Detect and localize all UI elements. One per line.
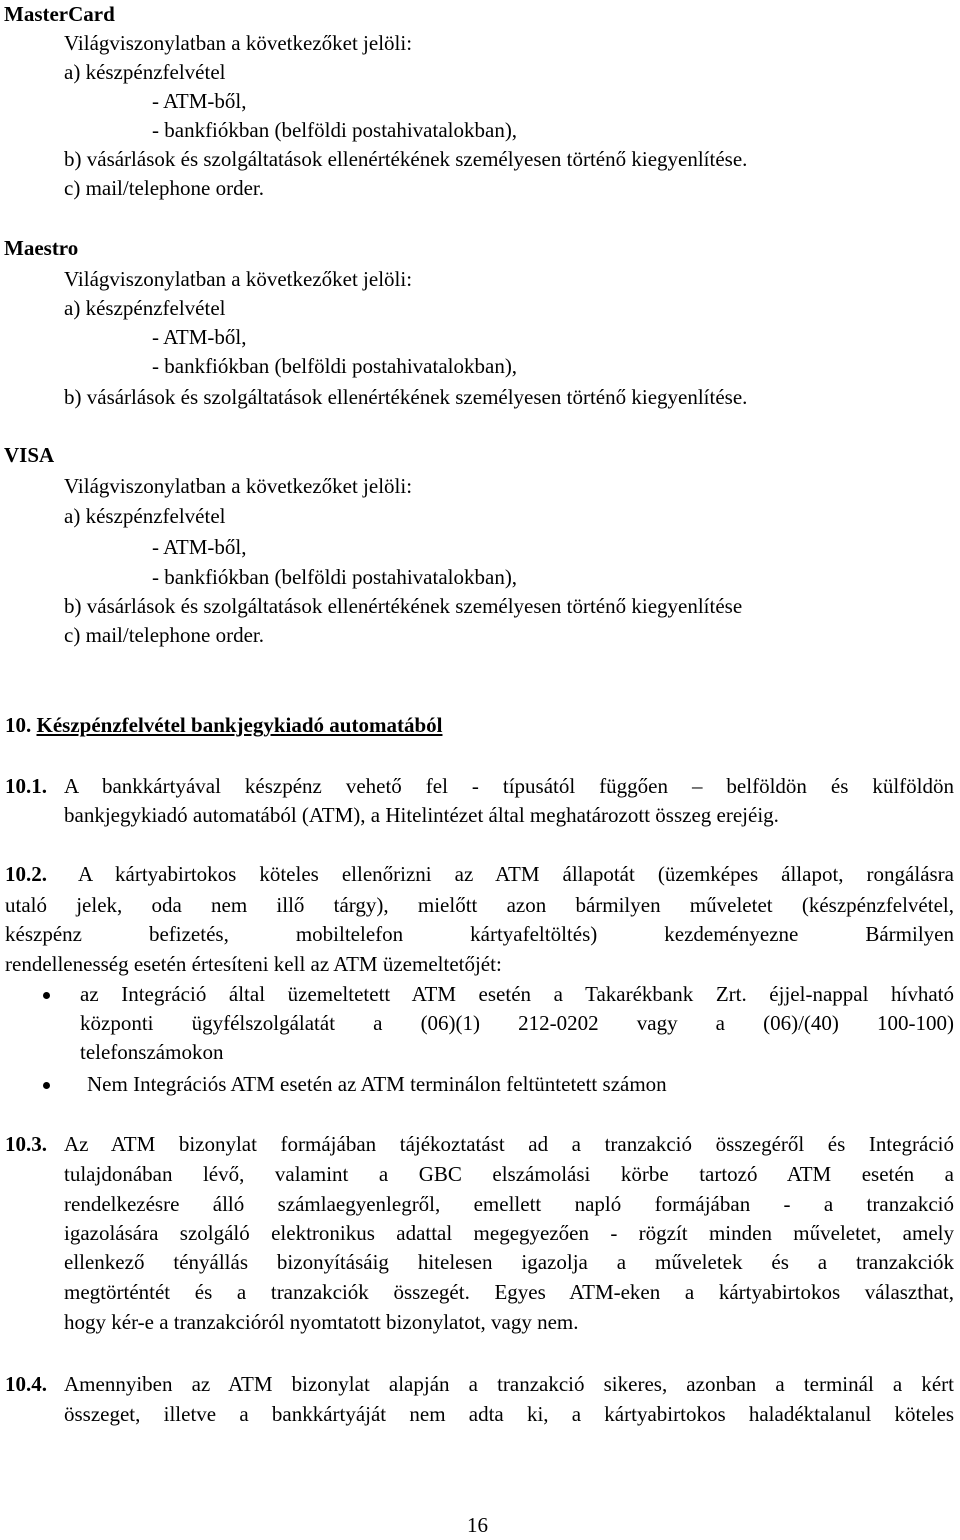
card-intro: Világviszonylatban a következőket jelöli: — [64, 267, 413, 291]
paragraph-line: Amennyiben az ATM bizonylat alapján a tranzakció sikeres, azonban a terminál a kért — [64, 1372, 954, 1396]
paragraph-number: 10.3. — [5, 1132, 47, 1156]
paragraph-line: készpénz befizetés, mobiltelefon kártyafeltöltés) kezdeményezne Bármilyen — [5, 922, 954, 946]
list-item-line: központi ügyfélszolgálatát a (06)(1) 212-0202 vagy a (06)/(40) 100-100) — [80, 1011, 954, 1035]
bullet-icon — [43, 992, 50, 999]
card-item-a2: - bankfiókban (belföldi postahivatalokban), — [152, 565, 518, 589]
paragraph-line: összeget, illetve a bankkártyáját nem adta ki, a kártyabirtokos haladéktalanul köteles — [64, 1402, 954, 1426]
card-name-visa: VISA — [4, 443, 55, 467]
page-number: 16 — [467, 1513, 488, 1537]
paragraph-line: tulajdonában lévő, valamint a GBC elszámolási körbe tartozó ATM esetén a — [64, 1162, 954, 1186]
bullet-icon — [43, 1082, 50, 1089]
paragraph-line: utaló jelek, oda nem illő tárgy), mielőtt azon bármilyen műveletet (készpénzfelvétel, — [5, 893, 954, 917]
section-title: Készpénzfelvétel bankjegykiadó automatából — [36, 713, 443, 737]
card-item-c: c) mail/telephone order. — [64, 623, 265, 647]
paragraph-line: rendellenesség esetén értesíteni kell az ATM üzemeltetőjét: — [5, 952, 502, 976]
card-item-a2: - bankfiókban (belföldi postahivatalokban), — [152, 354, 518, 378]
list-item-line: Nem Integrációs ATM esetén az ATM terminálon feltüntetett számon — [87, 1072, 667, 1096]
card-item-a1: - ATM-ből, — [152, 325, 247, 349]
card-item-a: a) készpénzfelvétel — [64, 504, 226, 528]
card-name-mastercard: MasterCard — [4, 2, 115, 26]
section-heading — [5, 711, 442, 740]
card-item-a: a) készpénzfelvétel — [64, 296, 226, 320]
paragraph-line: igazolására szolgáló elektronikus adattal megegyezően - rögzít minden műveletet, amely — [64, 1221, 954, 1245]
card-item-a1: - ATM-ből, — [152, 535, 247, 559]
card-item-a2: - bankfiókban (belföldi postahivatalokban), — [152, 118, 518, 142]
paragraph-number: 10.4. — [5, 1372, 47, 1396]
paragraph-line: A kártyabirtokos köteles ellenőrizni az ATM állapotát (üzemképes állapot, rongálásra — [78, 862, 954, 886]
paragraph-line: hogy kér-e a tranzakcióról nyomtatott bizonylatot, vagy nem. — [64, 1310, 579, 1334]
card-item-a1: - ATM-ből, — [152, 89, 247, 113]
paragraph-line: A bankkártyával készpénz vehető fel - típusától függően – belföldön és külföldön — [64, 774, 954, 798]
card-item-b: b) vásárlások és szolgáltatások ellenértékének személyesen történő kiegyenlítése. — [64, 385, 748, 409]
card-item-c: c) mail/telephone order. — [64, 176, 265, 200]
card-intro: Világviszonylatban a következőket jelöli: — [64, 474, 413, 498]
paragraph-number: 10.1. — [5, 774, 47, 798]
card-name-maestro: Maestro — [4, 236, 79, 260]
paragraph-line: bankjegykiadó automatából (ATM), a Hitelintézet által meghatározott összeg erejéig. — [64, 803, 779, 827]
paragraph-line: rendelkezésre álló számlaegyenlegről, emellett napló formájában - a tranzakció — [64, 1192, 954, 1216]
card-item-b: b) vásárlások és szolgáltatások ellenértékének személyesen történő kiegyenlítése — [64, 594, 743, 618]
card-intro: Világviszonylatban a következőket jelöli: — [64, 31, 413, 55]
paragraph-line: ellenkező tényállás bizonyításáig hitelesen igazolja a műveletek és a tranzakciók — [64, 1250, 954, 1274]
paragraph-line: megtörténtét és a tranzakciók összegét. Egyes ATM-eken a kártyabirtokos választhat, — [64, 1280, 954, 1304]
list-item-line: az Integráció által üzemeltetett ATM esetén a Takarékbank Zrt. éjjel-nappal hívható — [80, 982, 954, 1006]
card-item-b: b) vásárlások és szolgáltatások ellenértékének személyesen történő kiegyenlítése. — [64, 147, 748, 171]
paragraph-number: 10.2. — [5, 862, 47, 886]
section-number: 10. — [5, 713, 32, 737]
paragraph-line: Az ATM bizonylat formájában tájékoztatást ad a tranzakció összegéről és Integráció — [64, 1132, 954, 1156]
card-item-a: a) készpénzfelvétel — [64, 60, 226, 84]
list-item-line: telefonszámokon — [80, 1040, 224, 1064]
